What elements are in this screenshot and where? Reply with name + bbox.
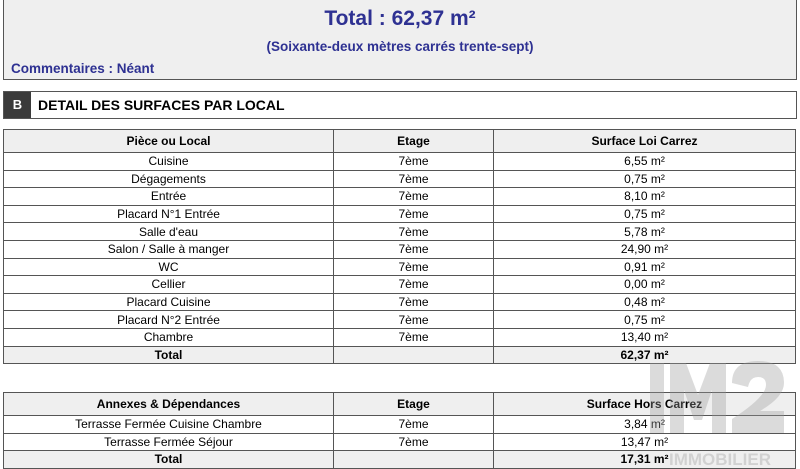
- surface-cell: 0,48 m²: [494, 293, 796, 311]
- room-name-cell: Salle d'eau: [4, 223, 334, 241]
- table-row: [4, 188, 796, 206]
- table-total-row: [4, 346, 796, 364]
- total-label: Total: [4, 346, 334, 364]
- comments-text: Commentaires : Néant: [11, 61, 155, 76]
- surface-cell: 5,78 m²: [494, 223, 796, 241]
- surface-cell: 0,75 m²: [494, 205, 796, 223]
- table-row: [4, 258, 796, 276]
- surface-cell: 0,75 m²: [494, 311, 796, 329]
- section-header: [3, 91, 797, 119]
- table-row: [4, 328, 796, 346]
- table-header-row: [4, 393, 796, 416]
- floor-cell: 7ème: [334, 170, 494, 188]
- surface-cell: 13,40 m²: [494, 328, 796, 346]
- floor-cell: 7ème: [334, 276, 494, 294]
- column-header: Etage: [334, 130, 494, 153]
- room-name-cell: WC: [4, 258, 334, 276]
- total-label: Total: [4, 451, 334, 469]
- table-row: [4, 276, 796, 294]
- column-header: Surface Hors Carrez: [494, 393, 796, 416]
- table-row: [4, 433, 796, 451]
- room-name-cell: Placard N°1 Entrée: [4, 205, 334, 223]
- table-row: [4, 205, 796, 223]
- table-row: [4, 311, 796, 329]
- rooms-table: [3, 129, 796, 364]
- table-row: [4, 223, 796, 241]
- floor-cell: 7ème: [334, 223, 494, 241]
- surface-cell: 0,00 m²: [494, 276, 796, 294]
- column-header: Pièce ou Local: [4, 130, 334, 153]
- floor-cell: 7ème: [334, 188, 494, 206]
- total-empty-cell: [334, 346, 494, 364]
- room-name-cell: Cellier: [4, 276, 334, 294]
- floor-cell: 7ème: [334, 205, 494, 223]
- surface-cell: 6,55 m²: [494, 153, 796, 171]
- table-row: [4, 416, 796, 434]
- total-surface-words: (Soixante-deux mètres carrés trente-sept): [266, 39, 534, 54]
- total-value: 62,37 m²: [494, 346, 796, 364]
- annex-table: [3, 392, 796, 469]
- total-empty-cell: [334, 451, 494, 469]
- surface-cell: 8,10 m²: [494, 188, 796, 206]
- surface-cell: 24,90 m²: [494, 240, 796, 258]
- column-header: Surface Loi Carrez: [494, 130, 796, 153]
- room-name-cell: Chambre: [4, 328, 334, 346]
- table-row: [4, 240, 796, 258]
- floor-cell: 7ème: [334, 416, 494, 434]
- room-name-cell: Entrée: [4, 188, 334, 206]
- column-header: Etage: [334, 393, 494, 416]
- floor-cell: 7ème: [334, 328, 494, 346]
- total-value: 17,31 m²: [494, 451, 796, 469]
- floor-cell: 7ème: [334, 153, 494, 171]
- watermark-text: IMMOBILIER: [669, 450, 771, 469]
- room-name-cell: Placard N°2 Entrée: [4, 311, 334, 329]
- floor-cell: 7ème: [334, 258, 494, 276]
- table-row: [4, 293, 796, 311]
- room-name-cell: Cuisine: [4, 153, 334, 171]
- table-header-row: [4, 130, 796, 153]
- section-title: DETAIL DES SURFACES PAR LOCAL: [38, 97, 285, 113]
- section-letter-badge: B: [4, 92, 31, 118]
- room-name-cell: Salon / Salle à manger: [4, 240, 334, 258]
- table-row: [4, 153, 796, 171]
- floor-cell: 7ème: [334, 240, 494, 258]
- floor-cell: 7ème: [334, 293, 494, 311]
- surface-cell: 13,47 m²: [494, 433, 796, 451]
- floor-cell: 7ème: [334, 311, 494, 329]
- surface-cell: 0,75 m²: [494, 170, 796, 188]
- surface-summary-box: [3, 0, 797, 80]
- surface-cell: 3,84 m²: [494, 416, 796, 434]
- table-total-row: [4, 451, 796, 469]
- room-name-cell: Placard Cuisine: [4, 293, 334, 311]
- room-name-cell: Terrasse Fermée Cuisine Chambre: [4, 416, 334, 434]
- floor-cell: 7ème: [334, 433, 494, 451]
- column-header: Annexes & Dépendances: [4, 393, 334, 416]
- table-row: [4, 170, 796, 188]
- room-name-cell: Dégagements: [4, 170, 334, 188]
- surface-cell: 0,91 m²: [494, 258, 796, 276]
- total-surface: Total : 62,37 m²: [324, 7, 476, 30]
- room-name-cell: Terrasse Fermée Séjour: [4, 433, 334, 451]
